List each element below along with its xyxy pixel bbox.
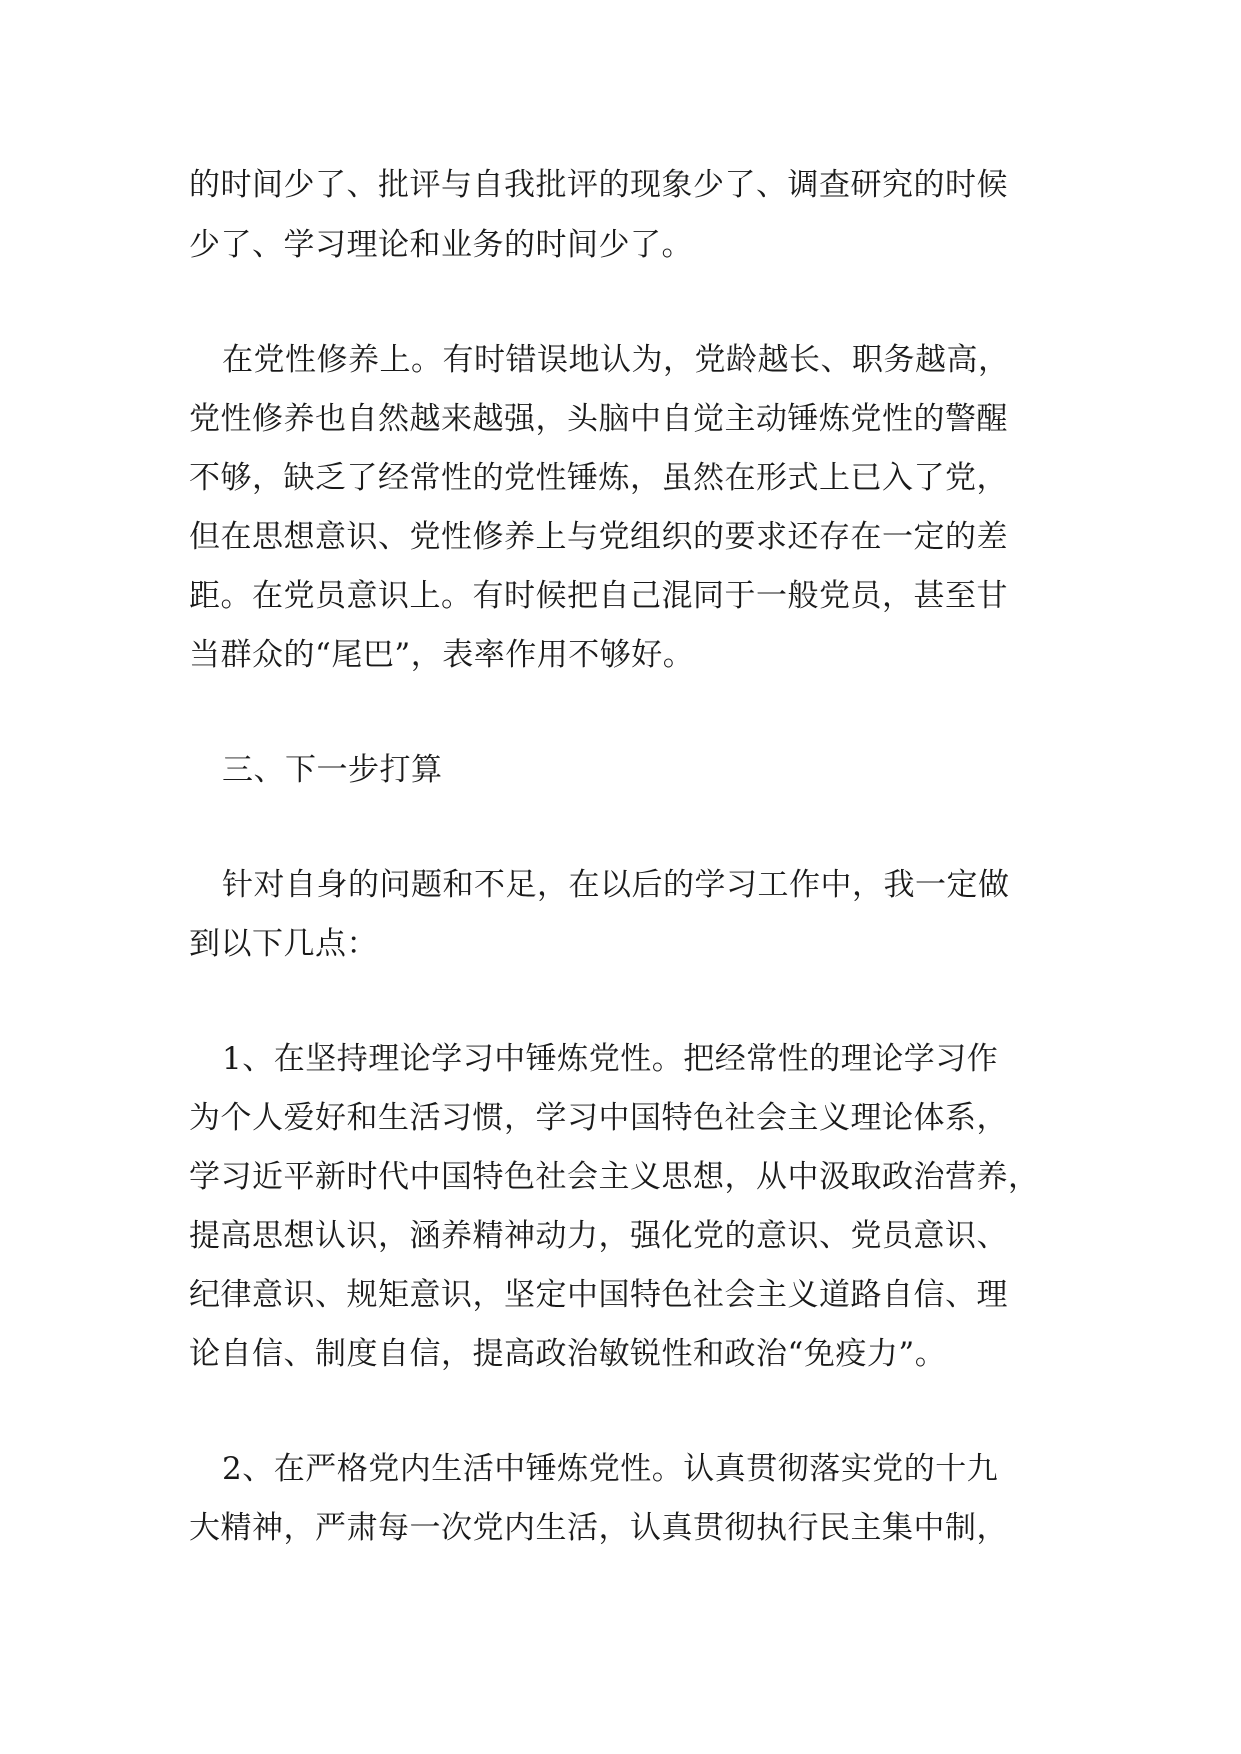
section-heading: 三、下一步打算 [222,752,443,788]
paragraph-4-line-1: 针对自身的问题和不足，在以后的学习工作中，我一定做 [222,867,1010,903]
item-1-line-4: 提高思想认识，涵养精神动力，强化党的意识、党员意识、 [189,1218,1008,1254]
item-2-line-2: 大精神，严肃每一次党内生活，认真贯彻执行民主集中制， [189,1510,1008,1546]
paragraph-2-line-2: 党性修养也自然越来越强，头脑中自觉主动锤炼党性的警醒 [189,401,1008,437]
item-1-line-6: 论自信、制度自信，提高政治敏锐性和政治“免疫力”。 [189,1336,947,1372]
paragraph-1-line-1: 的时间少了、批评与自我批评的现象少了、调查研究的时候 [189,167,1008,203]
paragraph-4-line-2: 到以下几点： [189,926,378,962]
item-2-line-1: 2、在严格党内生活中锤炼党性。认真贯彻落实党的十九 [222,1451,999,1487]
paragraph-2-line-1: 在党性修养上。有时错误地认为，党龄越长、职务越高， [222,342,1010,378]
paragraph-2-line-5: 距。在党员意识上。有时候把自己混同于一般党员，甚至甘 [189,578,1008,614]
paragraph-2-line-6: 当群众的“尾巴”，表率作用不够好。 [189,637,695,673]
item-1-line-1: 1、在坚持理论学习中锤炼党性。把经常性的理论学习作 [222,1041,999,1077]
item-1-line-3: 学习近平新时代中国特色社会主义思想，从中汲取政治营养， [189,1159,1040,1195]
item-1-line-5: 纪律意识、规矩意识，坚定中国特色社会主义道路自信、理 [189,1277,1008,1313]
paragraph-1-line-2: 少了、学习理论和业务的时间少了。 [189,227,693,263]
paragraph-2-line-3: 不够，缺乏了经常性的党性锤炼，虽然在形式上已入了党， [189,460,1008,496]
item-1-line-2: 为个人爱好和生活习惯，学习中国特色社会主义理论体系， [189,1100,1008,1136]
paragraph-2-line-4: 但在思想意识、党性修养上与党组织的要求还存在一定的差 [189,519,1008,555]
